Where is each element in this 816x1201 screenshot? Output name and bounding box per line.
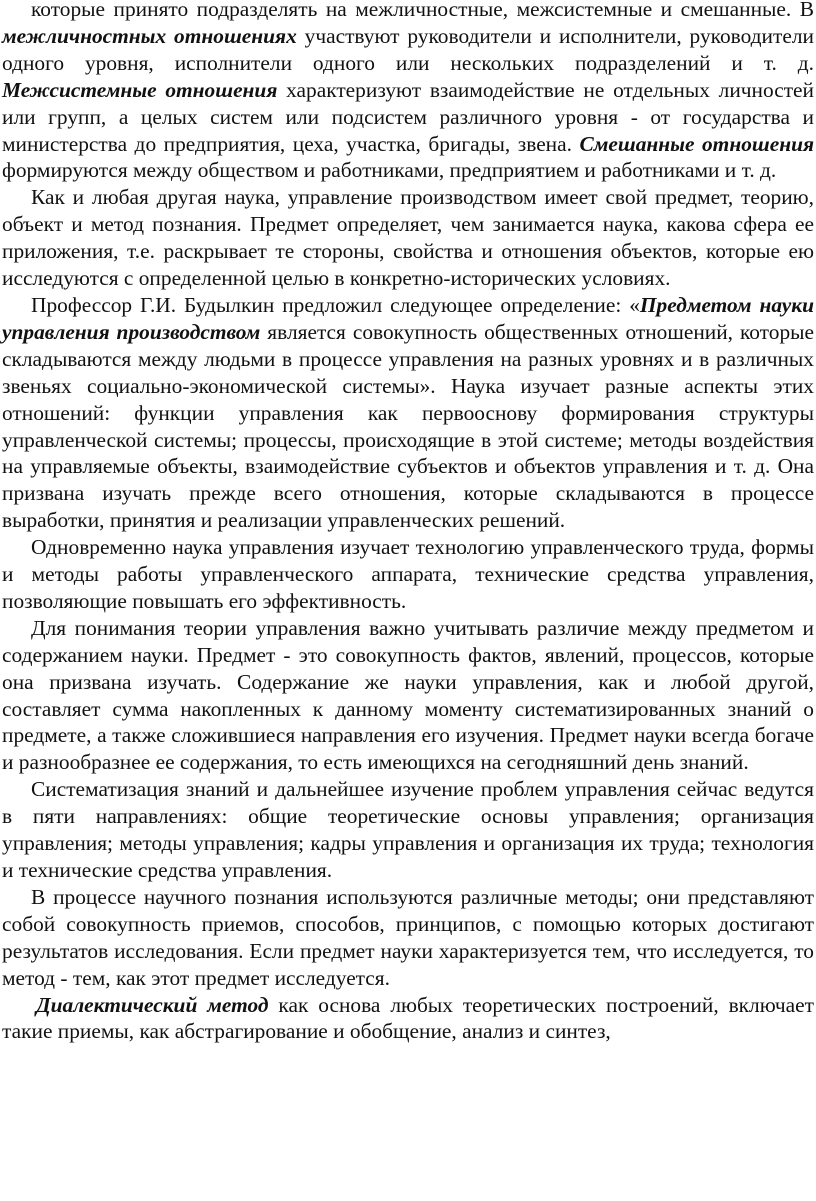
text-span: Для понимания теории управления важно учитывать различие между предметом и содержанием науки. Предмет - это совокупность фактов, явлений, процессов, которые она призвана изучать. Содержание же науки управления, как и любой другой, составляет сумма накопленных к данному моменту систематизированных знаний о предмете, а также сложившиеся направления его изучения. Предмет науки всегда богаче и разнообразнее ее содержания, то есть имеющихся на сегодняшний день знаний. — [2, 615, 814, 775]
text-span: участвуют руководители и исполнители, руководители одного уровня, исполнители одного или нескольких подразделений и т. д. — [2, 23, 814, 75]
paragraph-science-subject — [2, 184, 814, 292]
text-span: формируются между обществом и работниками, предприятием и работниками и т. д. — [2, 158, 777, 183]
emphasis-term: Смешанные отношения — [579, 131, 814, 156]
paragraph-relations-types — [2, 0, 814, 184]
text-span: как основа любых теоретических построений, включает такие приемы, как абстрагирование и обобщение, анализ и синтез, — [2, 992, 814, 1044]
paragraph-budylkin-definition — [2, 292, 814, 534]
emphasis-term: межличностных отношениях — [2, 23, 297, 48]
text-span: является совокупность общественных отношений, которые складываются между людьми в процессе управления на разных уровнях и в различных звеньях социально-экономической системы». Наука изучает разные аспекты этих отношений: функции управления как первооснову формирования структуры управленческой системы; процессы, происходящие в этой системе; методы воздействия на управляемые объекты, взаимодействие субъектов и объектов управления и т. д. Она призвана изучать прежде всего отношения, которые складываются в процессе выработки, принятия и реализации управленческих решений. — [2, 319, 814, 533]
emphasis-term: Предметом науки управления производством — [2, 292, 814, 344]
text-span: Профессор Г.И. Будылкин предложил следующее определение: « — [31, 292, 640, 317]
text-span: Систематизация знаний и дальнейшее изучение проблем управления сейчас ведутся в пяти направлениях: общие теоретические основы управления; организация управления; методы управления; кадры управления и организация их труда; технология и технические средства управления. — [2, 777, 814, 882]
emphasis-term: Межсистемные отношения — [2, 77, 278, 102]
text-span: характеризуют взаимодействие не отдельных личностей или групп, а целых систем или подсистем различного уровня - от государства и министерства до предприятия, цеха, участка, бригады, звена. — [2, 77, 814, 156]
paragraph-subject-vs-content — [2, 615, 814, 776]
text-span: Как и любая другая наука, управление производством имеет свой предмет, теорию, объект и метод познания. Предмет определяет, чем занимается наука, какова сфера ее приложения, т.е. раскрывает те стороны, свойства и отношения объектов, которые ею исследуются с определенной целью в конкретно-исторических условиях. — [2, 185, 814, 291]
paragraph-technology — [2, 534, 814, 615]
text-span: В процессе научного познания используются различные методы; они представляют собой совокупность приемов, способов, принципов, с помощью которых достигают результатов исследования. Если предмет науки характеризуется тем, что исследуется, то метод - тем, как этот предмет исследуется. — [2, 884, 814, 990]
emphasis-term: Диалектический метод — [36, 992, 269, 1017]
paragraph-dialectic-method — [2, 992, 814, 1046]
paragraph-five-directions — [2, 776, 814, 884]
text-span: Одновременно наука управления изучает технологию управленческого труда, формы и методы работы управленческого аппарата, технические средства управления, позволяющие повышать его эффективность. — [2, 535, 814, 613]
paragraph-methods — [2, 884, 814, 992]
text-span: которые принято подразделять на межличностные, межсистемные и смешанные. В — [31, 0, 814, 21]
